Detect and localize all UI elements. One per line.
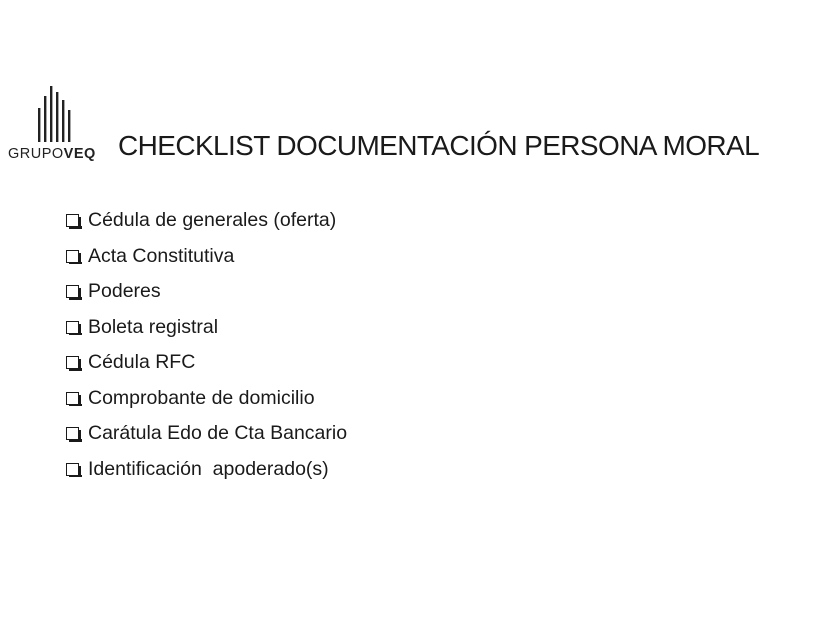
document-checklist bbox=[66, 203, 347, 487]
checkbox-icon bbox=[66, 214, 79, 227]
checklist-item bbox=[66, 310, 347, 346]
logo-wordmark bbox=[8, 146, 96, 162]
checklist-item bbox=[66, 381, 347, 417]
checklist-item-label: Boleta registral bbox=[88, 315, 219, 338]
checklist-item bbox=[66, 239, 347, 275]
logo-text-grupo: GRUPO bbox=[8, 146, 64, 162]
checklist-item bbox=[66, 452, 347, 488]
checkbox-icon bbox=[66, 321, 79, 334]
checklist-item-label: Acta Constitutiva bbox=[88, 244, 235, 267]
checkbox-icon bbox=[66, 392, 79, 405]
logo-text-veq: VEQ bbox=[63, 146, 96, 162]
checklist-item-label: Poderes bbox=[88, 280, 161, 303]
checklist-item-label: Identificación apoderado(s) bbox=[88, 457, 329, 480]
checklist-item-label: Cédula RFC bbox=[88, 351, 196, 374]
checkbox-icon bbox=[66, 285, 79, 298]
building-bars-icon bbox=[36, 86, 76, 142]
checkbox-icon bbox=[66, 463, 79, 476]
page-title: CHECKLIST DOCUMENTACIÓN PERSONA MORAL bbox=[118, 130, 760, 161]
grupoveq-logo bbox=[6, 86, 110, 166]
checklist-item bbox=[66, 203, 347, 239]
checkbox-icon bbox=[66, 250, 79, 263]
checklist-item-label: Comprobante de domicilio bbox=[88, 386, 315, 409]
checklist-item-label: Carátula Edo de Cta Bancario bbox=[88, 422, 348, 445]
checklist-item-label: Cédula de generales (oferta) bbox=[88, 209, 337, 232]
checkbox-icon bbox=[66, 356, 79, 369]
checklist-item bbox=[66, 416, 347, 452]
checklist-item bbox=[66, 274, 347, 310]
checkbox-icon bbox=[66, 427, 79, 440]
checklist-item bbox=[66, 345, 347, 381]
